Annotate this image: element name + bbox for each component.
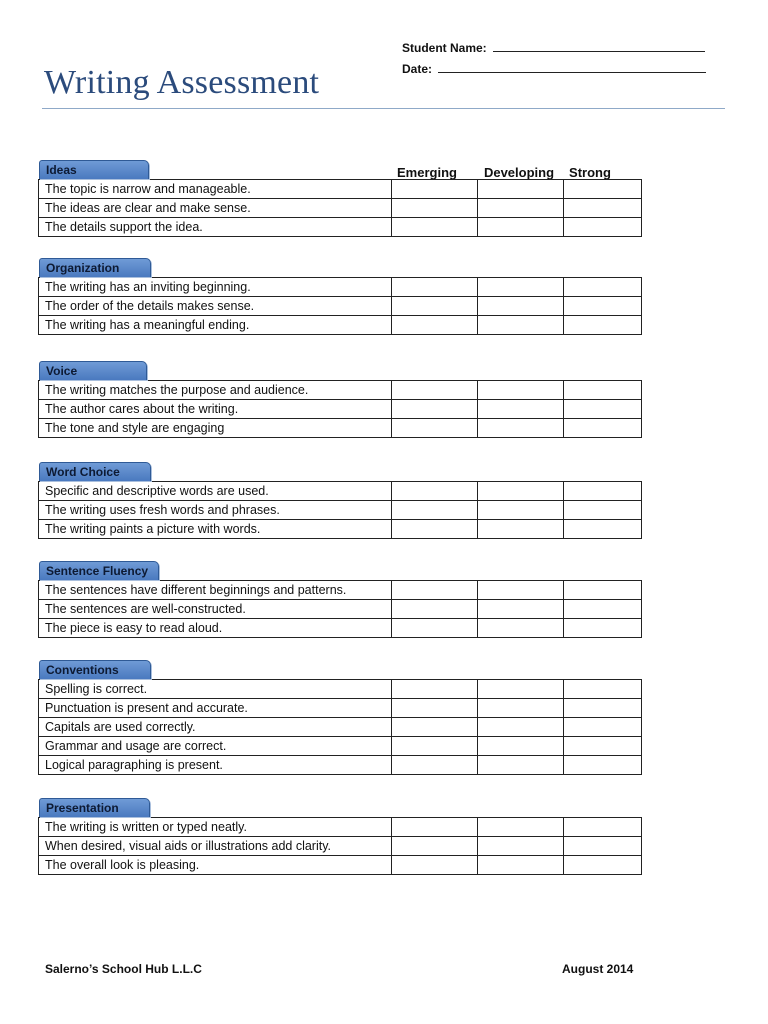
rating-cell-strong[interactable] [564,218,642,237]
student-name-line[interactable] [493,40,705,52]
rating-cell-developing[interactable] [478,619,564,638]
table-row [39,501,642,520]
criterion-text: The sentences have different beginnings and patterns. [39,581,392,600]
table-row [39,278,642,297]
criterion-text: The writing has an inviting beginning. [39,278,392,297]
table-row [39,737,642,756]
rating-cell-emerging[interactable] [392,400,478,419]
rating-cell-emerging[interactable] [392,837,478,856]
criterion-text: The order of the details makes sense. [39,297,392,316]
table-row [39,297,642,316]
rating-cell-developing[interactable] [478,737,564,756]
rating-cell-emerging[interactable] [392,600,478,619]
criteria-table [38,277,642,335]
rating-cell-developing[interactable] [478,482,564,501]
criterion-text: The author cares about the writing. [39,400,392,419]
section-tab: Conventions [39,660,151,679]
rating-cell-strong[interactable] [564,756,642,775]
table-row [39,180,642,199]
rating-cell-developing[interactable] [478,316,564,335]
rating-cell-emerging[interactable] [392,180,478,199]
table-row [39,619,642,638]
section-conventions [38,660,642,775]
rating-cell-emerging[interactable] [392,520,478,539]
table-row [39,482,642,501]
rating-cell-emerging[interactable] [392,581,478,600]
rating-cell-strong[interactable] [564,501,642,520]
rating-cell-developing[interactable] [478,520,564,539]
student-info-fields [402,40,706,82]
section-tab: Sentence Fluency [39,561,159,580]
rating-cell-emerging[interactable] [392,278,478,297]
rating-cell-emerging[interactable] [392,619,478,638]
criteria-table [38,380,642,438]
student-name-label: Student Name: [402,41,487,55]
rating-cell-developing[interactable] [478,218,564,237]
rating-cell-emerging[interactable] [392,818,478,837]
column-header-developing: Developing [483,165,555,180]
rating-cell-developing[interactable] [478,400,564,419]
rating-cell-strong[interactable] [564,482,642,501]
criterion-text: The sentences are well-constructed. [39,600,392,619]
rating-cell-strong[interactable] [564,180,642,199]
rating-cell-strong[interactable] [564,619,642,638]
student-name-field[interactable] [402,40,706,61]
criterion-text: The writing matches the purpose and audience. [39,381,392,400]
table-row [39,818,642,837]
rating-cell-strong[interactable] [564,600,642,619]
table-row [39,381,642,400]
rating-cell-strong[interactable] [564,837,642,856]
rating-cell-strong[interactable] [564,199,642,218]
rating-cell-developing[interactable] [478,856,564,875]
rating-cell-emerging[interactable] [392,218,478,237]
rating-cell-developing[interactable] [478,278,564,297]
rating-cell-strong[interactable] [564,581,642,600]
criterion-text: When desired, visual aids or illustrations add clarity. [39,837,392,856]
section-word-choice [38,462,642,539]
section-tab: Presentation [39,798,150,817]
criterion-text: The writing uses fresh words and phrases. [39,501,392,520]
section-ideas [38,160,642,237]
criteria-table [38,179,642,237]
rating-cell-developing[interactable] [478,718,564,737]
rating-cell-emerging[interactable] [392,316,478,335]
rating-cell-developing[interactable] [478,381,564,400]
rating-cell-strong[interactable] [564,680,642,699]
rating-cell-strong[interactable] [564,381,642,400]
rating-cell-developing[interactable] [478,199,564,218]
criterion-text: The ideas are clear and make sense. [39,199,392,218]
criterion-text: Punctuation is present and accurate. [39,699,392,718]
rating-cell-developing[interactable] [478,581,564,600]
criterion-text: The writing has a meaningful ending. [39,316,392,335]
rating-cell-developing[interactable] [478,756,564,775]
table-row [39,419,642,438]
criterion-text: The tone and style are engaging [39,419,392,438]
section-tab: Ideas [39,160,149,179]
table-row [39,581,642,600]
rating-cell-developing[interactable] [478,297,564,316]
table-row [39,316,642,335]
rating-cell-emerging[interactable] [392,680,478,699]
rating-cell-emerging[interactable] [392,297,478,316]
rating-cell-developing[interactable] [478,419,564,438]
page-title: Writing Assessment [44,64,320,101]
rating-cell-strong[interactable] [564,737,642,756]
column-header-emerging: Emerging [397,165,457,180]
section-tab: Voice [39,361,147,380]
criteria-table [38,817,642,875]
criteria-table [38,580,642,638]
table-row [39,400,642,419]
footer-date: August 2014 [562,962,634,976]
date-line[interactable] [438,61,706,73]
criterion-text: Grammar and usage are correct. [39,737,392,756]
rating-cell-developing[interactable] [478,837,564,856]
criterion-text: Spelling is correct. [39,680,392,699]
rating-cell-developing[interactable] [478,180,564,199]
rating-cell-emerging[interactable] [392,699,478,718]
footer-company: Salerno’s School Hub L.L.C [45,962,202,976]
table-row [39,680,642,699]
rating-cell-strong[interactable] [564,316,642,335]
date-label: Date: [402,62,433,76]
rating-cell-developing[interactable] [478,501,564,520]
rating-cell-emerging[interactable] [392,381,478,400]
criteria-table [38,481,642,539]
rating-cell-developing[interactable] [478,818,564,837]
criteria-table [38,679,642,775]
section-organization [38,258,642,335]
column-header-strong: Strong [569,165,611,180]
rating-cell-emerging[interactable] [392,199,478,218]
section-sentence-fluency [38,561,642,638]
criterion-text: The overall look is pleasing. [39,856,392,875]
table-row [39,837,642,856]
rating-cell-emerging[interactable] [392,756,478,775]
table-row [39,199,642,218]
section-tab: Organization [39,258,151,277]
criterion-text: The piece is easy to read aloud. [39,619,392,638]
rating-cell-strong[interactable] [564,400,642,419]
section-presentation [38,798,642,875]
rating-cell-emerging[interactable] [392,718,478,737]
rating-cell-emerging[interactable] [392,482,478,501]
criterion-text: The writing paints a picture with words. [39,520,392,539]
rating-cell-emerging[interactable] [392,419,478,438]
section-tab: Word Choice [39,462,151,481]
rating-cell-strong[interactable] [564,278,642,297]
rating-cell-emerging[interactable] [392,856,478,875]
criterion-text: The details support the idea. [39,218,392,237]
rating-cell-developing[interactable] [478,699,564,718]
table-row [39,856,642,875]
table-row [39,718,642,737]
rating-cell-emerging[interactable] [392,737,478,756]
table-row [39,600,642,619]
title-divider [42,108,725,109]
rating-cell-strong[interactable] [564,856,642,875]
table-row [39,520,642,539]
rating-cell-developing[interactable] [478,600,564,619]
table-row [39,756,642,775]
criterion-text: The topic is narrow and manageable. [39,180,392,199]
criterion-text: The writing is written or typed neatly. [39,818,392,837]
rating-cell-strong[interactable] [564,818,642,837]
section-voice [38,361,642,438]
rating-cell-developing[interactable] [478,680,564,699]
rating-cell-strong[interactable] [564,520,642,539]
criterion-text: Capitals are used correctly. [39,718,392,737]
criterion-text: Logical paragraphing is present. [39,756,392,775]
table-row [39,699,642,718]
date-field[interactable] [402,61,706,82]
rating-cell-emerging[interactable] [392,501,478,520]
rating-cell-strong[interactable] [564,419,642,438]
rating-cell-strong[interactable] [564,699,642,718]
table-row [39,218,642,237]
rating-cell-strong[interactable] [564,718,642,737]
criterion-text: Specific and descriptive words are used. [39,482,392,501]
rating-cell-strong[interactable] [564,297,642,316]
